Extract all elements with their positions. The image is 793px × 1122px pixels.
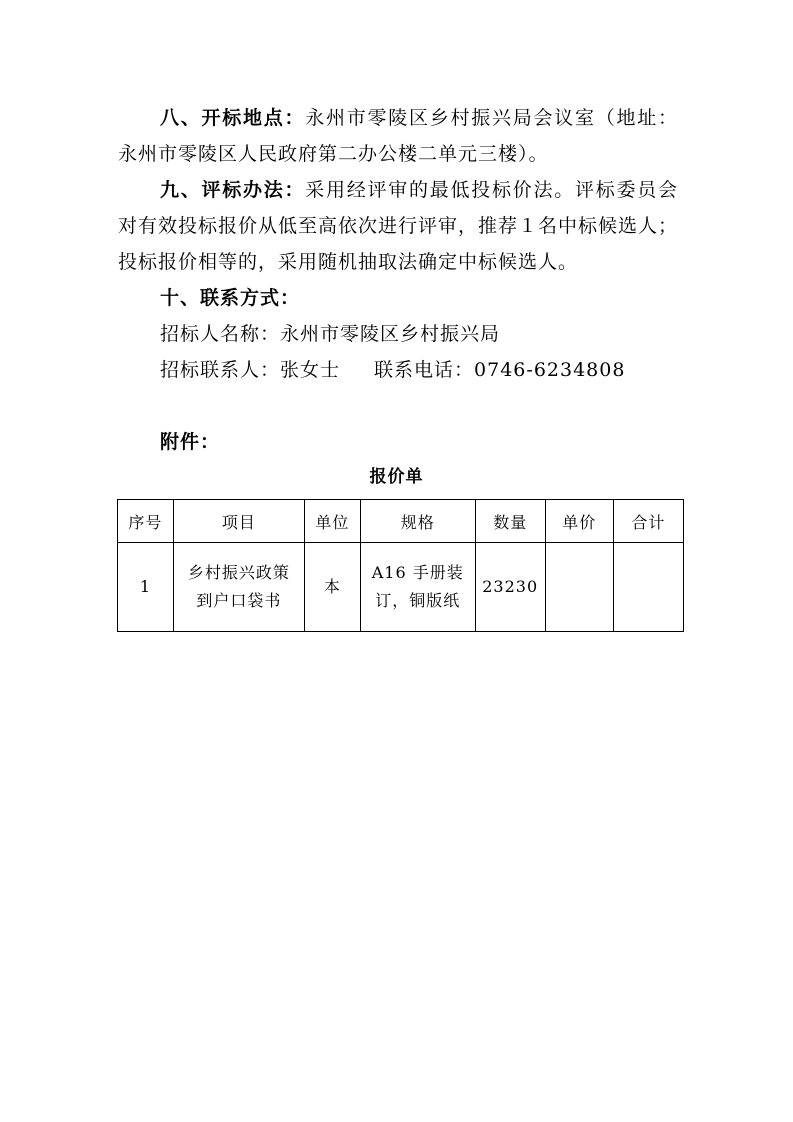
contact-value: 张女士 bbox=[280, 359, 341, 381]
header-unit: 单位 bbox=[304, 500, 360, 543]
quote-table bbox=[117, 499, 684, 632]
attachment-label: 附件： bbox=[160, 431, 221, 453]
header-total: 合计 bbox=[613, 500, 683, 543]
contact-line bbox=[160, 352, 625, 388]
phone-label: 联系电话： bbox=[374, 359, 475, 381]
cell-item bbox=[173, 543, 304, 632]
header-spec: 规格 bbox=[360, 500, 475, 543]
cell-item-line-1: 乡村振兴政策 bbox=[187, 563, 290, 582]
cell-spec bbox=[360, 543, 475, 632]
header-item: 项目 bbox=[173, 500, 304, 543]
cell-unit-price bbox=[545, 543, 613, 632]
header-no: 序号 bbox=[118, 500, 174, 543]
section-9-paragraph bbox=[118, 172, 678, 280]
cell-spec-line-2: 订，铜版纸 bbox=[375, 591, 461, 610]
section-8-text: 永州市零陵区乡村振兴局会议室（地址：永州市零陵区人民政府第二办公楼二单元三楼）。 bbox=[118, 107, 678, 165]
contact-label: 招标联系人： bbox=[160, 359, 281, 381]
section-9-text: 采用经评审的最低投标价法。评标委员会对有效投标报价从低至高依次进行评审，推荐１名中标候选人；投标报价相等的，采用随机抽取法确定中标候选人。 bbox=[118, 179, 679, 273]
cell-item-line-2: 到户口袋书 bbox=[196, 591, 282, 610]
tenderer-label: 招标人名称： bbox=[160, 323, 281, 345]
tenderer-line bbox=[160, 316, 500, 352]
section-8-heading: 八、开标地点： bbox=[160, 107, 306, 129]
quote-table-header-row bbox=[118, 500, 684, 543]
section-8-paragraph bbox=[118, 100, 678, 172]
cell-unit: 本 bbox=[304, 543, 360, 632]
section-10-heading: 十、联系方式： bbox=[160, 287, 301, 309]
header-quantity: 数量 bbox=[475, 500, 545, 543]
cell-total bbox=[613, 543, 683, 632]
phone-value: 0746-6234808 bbox=[474, 359, 626, 381]
cell-no: 1 bbox=[118, 543, 174, 632]
header-unit-price: 单价 bbox=[545, 500, 613, 543]
section-9-heading: 九、评标办法： bbox=[160, 179, 306, 201]
quote-table-title: 报价单 bbox=[369, 467, 424, 487]
tenderer-value: 永州市零陵区乡村振兴局 bbox=[280, 323, 501, 345]
table-row bbox=[118, 543, 684, 632]
cell-spec-line-1: A16 手册装 bbox=[371, 563, 464, 582]
cell-quantity: 23230 bbox=[475, 543, 545, 632]
